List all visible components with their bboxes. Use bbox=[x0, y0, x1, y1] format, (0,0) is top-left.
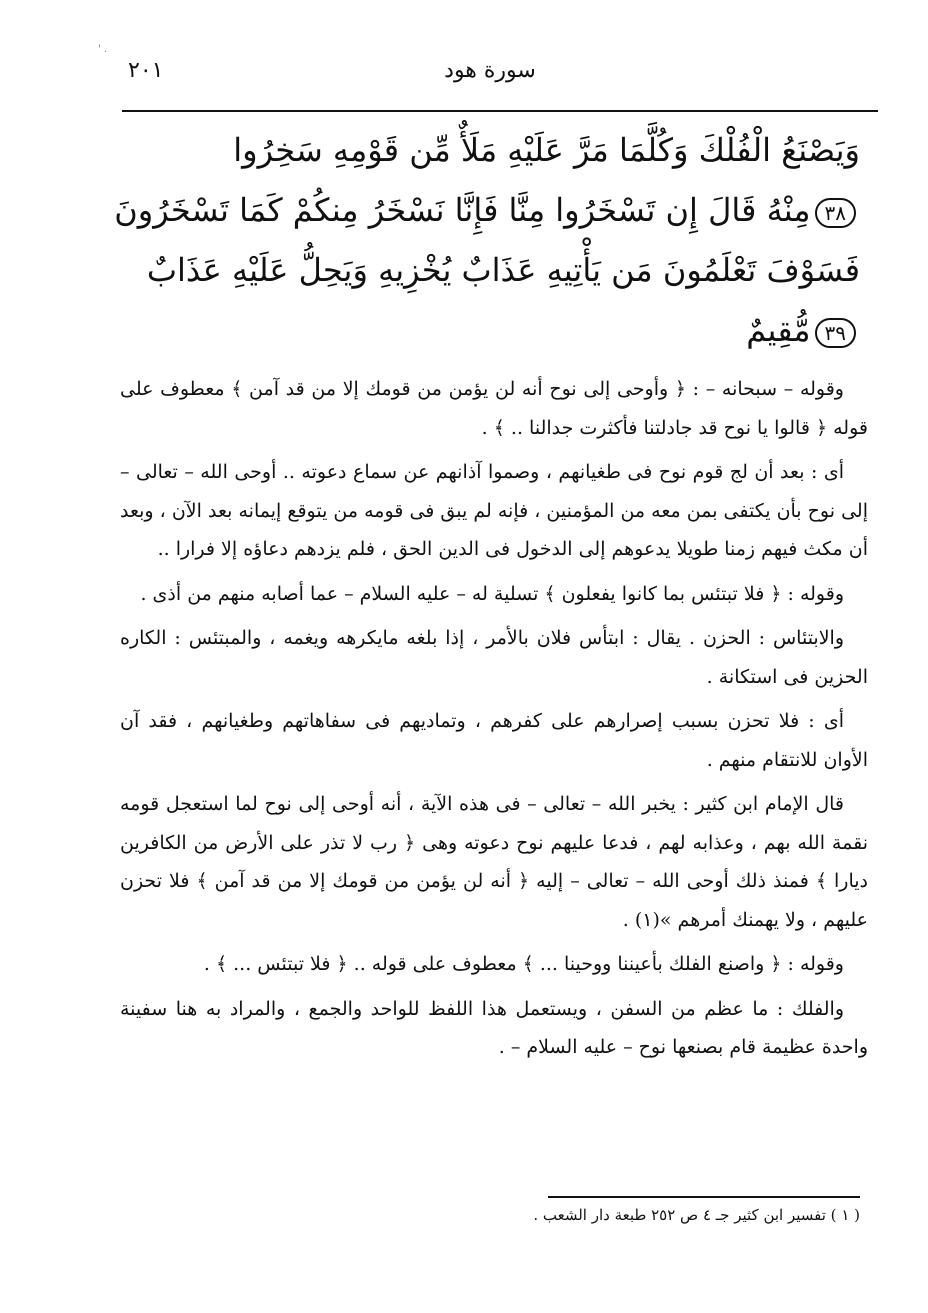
quran-line-2 bbox=[114, 180, 860, 240]
footnote: ( ١ ) تفسير ابن كثير جـ ٤ ص ٢٥٢ طبعة دار الشعب . bbox=[533, 1206, 860, 1224]
header-rule bbox=[122, 110, 878, 112]
paragraph: أى : بعد أن لج قوم نوح فى طغيانهم ، وصموا آذانهم عن سماع دعوته .. أوحى الله – تعالى – إلى نوح بأن يكتفى بمن معه من المؤمنين ، فإنه لم يبق فى قومه من يتوقع إيمانه بعد الآن ، وبعد أن مكث فيهم زمنا طويلا يدعوهم إلى الدخول فى الدين الحق ، فلم يزدهم دعاؤه إلا فرارا .. bbox=[120, 461, 868, 560]
quran-line-1: وَيَصْنَعُ الْفُلْكَ وَكُلَّمَا مَرَّ عَلَيْهِ مَلَأٌ مِّن قَوْمِهِ سَخِرُوا bbox=[233, 131, 860, 169]
quran-line-2-text: مِنْهُ قَالَ إِن تَسْخَرُوا مِنَّا فَإِنَّا نَسْخَرُ مِنكُمْ كَمَا تَسْخَرُونَ bbox=[114, 191, 811, 229]
ayah-marker: ٣٨ bbox=[815, 198, 856, 228]
paragraph: وقوله – سبحانه – : ﴿ وأوحى إلى نوح أنه لن يؤمن من قومك إلا من قد آمن ﴾ معطوف على قوله ﴿ قالوا يا نوح قد جادلتنا فأكثرت جدالنا .. ﴾ . bbox=[120, 378, 868, 439]
quran-verses bbox=[114, 120, 860, 360]
surah-title: سورة هود bbox=[444, 58, 536, 83]
paragraph: وقوله : ﴿ واصنع الفلك بأعيننا ووحينا ... ﴾ معطوف على قوله .. ﴿ فلا تبتئس ... ﴾ . bbox=[203, 953, 844, 975]
paragraph: والفلك : ما عظم من السفن ، ويستعمل هذا اللفظ للواحد والجمع ، والمراد به هنا سفينة واحدة عظيمة قام بصنعها نوح – عليه السلام – . bbox=[120, 997, 868, 1058]
ayah-marker: ٣٩ bbox=[815, 318, 856, 348]
quran-line-4-text: مُّقِيمٌ bbox=[746, 311, 811, 349]
paragraph: قال الإمام ابن كثير : يخبر الله – تعالى – فى هذه الآية ، أنه أوحى إلى نوح لما استعجل قومه نقمة الله بهم ، وعذابه لهم ، فدعا عليهم نوح دعوته وهى ﴿ رب لا تذر على الأرض من الكافرين ديارا ﴾ فمنذ ذلك أوحى الله – تعالى – إليه ﴿ أنه لن يؤمن من قومك إلا من قد آمن ﴾ فلا تحزن عليهم ، ولا يهمنك أمرهم »(١) . bbox=[120, 793, 868, 931]
paragraph: والابتئاس : الحزن . يقال : ابتأس فلان بالأمر ، إذا بلغه مايكرهه ويغمه ، والمبتئس : الكاره الحزين فى استكانة . bbox=[120, 627, 868, 688]
quran-line-4 bbox=[160, 300, 860, 360]
margin-mark: ' . bbox=[98, 44, 108, 55]
commentary-text bbox=[120, 370, 868, 1073]
paragraph: أى : فلا تحزن بسبب إصرارهم على كفرهم ، وتماديهم فى سفاهاتهم وطغيانهم ، فقد آن الأوان للانتقام منهم . bbox=[120, 710, 868, 771]
footnote-rule bbox=[548, 1196, 860, 1198]
page-number: ٢٠١ bbox=[128, 58, 164, 83]
quran-line-3: فَسَوْفَ تَعْلَمُونَ مَن يَأْتِيهِ عَذَابٌ يُخْزِيهِ وَيَحِلُّ عَلَيْهِ عَذَابٌ bbox=[146, 251, 860, 289]
paragraph: وقوله : ﴿ فلا تبتئس بما كانوا يفعلون ﴾ تسلية له – عليه السلام – عما أصابه منهم من أذى . bbox=[140, 582, 844, 605]
